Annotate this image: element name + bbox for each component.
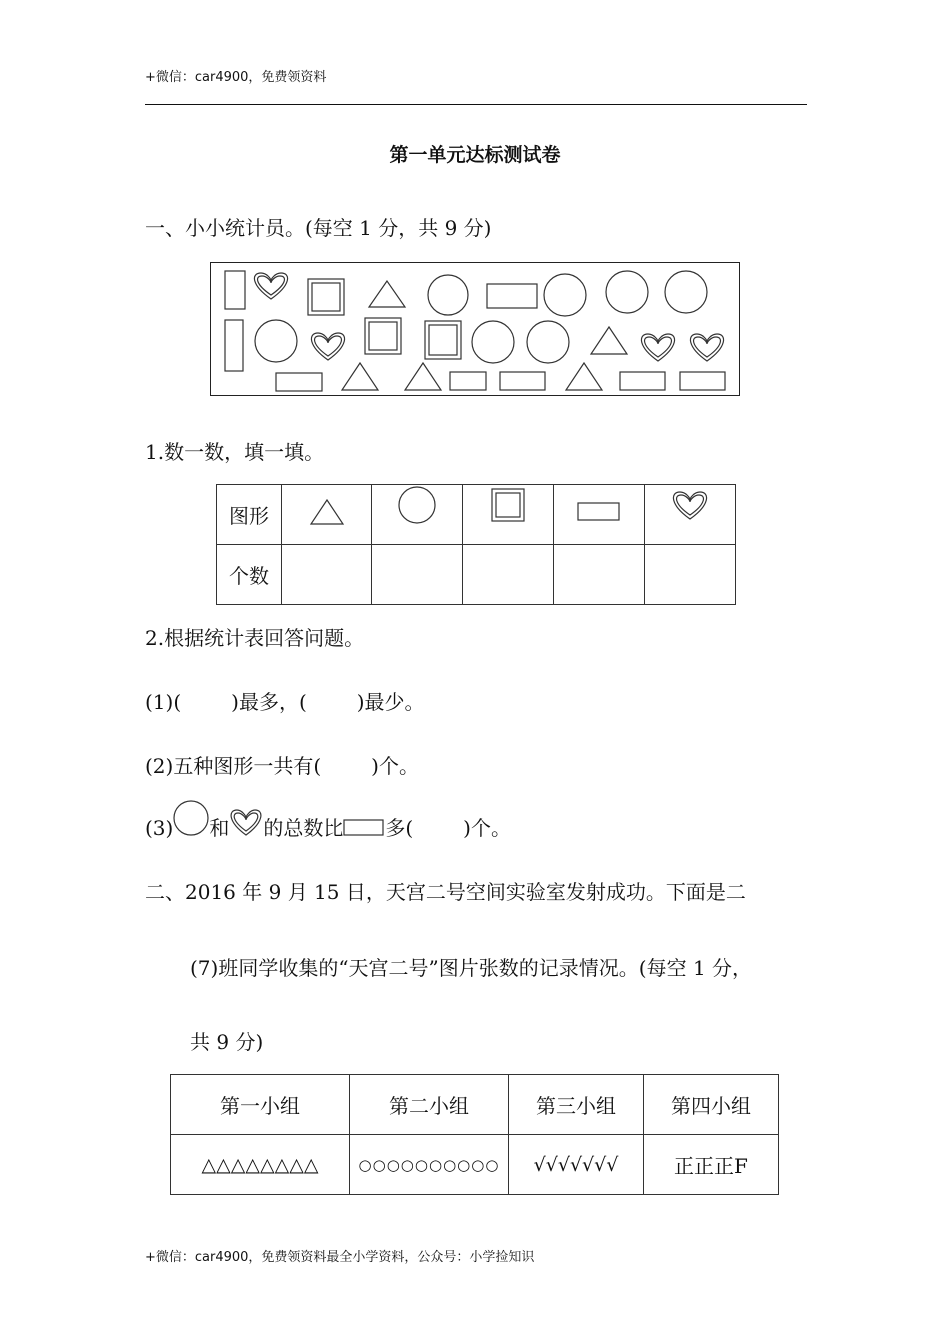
double-square-shape — [308, 279, 344, 315]
square-header — [463, 485, 554, 545]
page-title: 第一单元达标测试卷 — [389, 144, 561, 166]
circle-shape — [606, 271, 648, 313]
heart-shape — [254, 273, 287, 299]
count-circle-cell[interactable] — [372, 545, 463, 605]
q2-2-part-b: )个。 — [371, 754, 419, 778]
group2-record: ○○○○○○○○○○ — [350, 1135, 509, 1195]
heart-icon — [670, 488, 710, 522]
rect-shape — [500, 372, 545, 390]
q2-1-part-b: )最多，( — [231, 690, 307, 714]
heart-shape — [311, 333, 344, 360]
shapes-picture — [210, 262, 740, 396]
q2-1-part-c: )最少。 — [356, 690, 425, 714]
q2-2-part-a: (2)五种图形一共有( — [145, 754, 322, 778]
rect-shape — [276, 373, 322, 391]
triangle-shape — [369, 281, 405, 307]
circle-shape — [544, 274, 586, 316]
q2-1-part-a: (1)( — [145, 690, 182, 714]
table-label-shape: 图形 — [217, 485, 282, 545]
section2-line2: (7)班同学收集的“天宫二号”图片张数的记录情况。(每空 1 分， — [190, 956, 753, 980]
header-note: +微信：car4900，免费领资料 — [145, 70, 327, 85]
double-square-icon — [491, 488, 525, 522]
heart-shape — [690, 334, 723, 361]
record-table — [170, 1074, 779, 1195]
heart-shape — [641, 334, 674, 361]
rect-shape — [620, 372, 665, 390]
circle-shape — [472, 321, 514, 363]
group2-header: 第二小组 — [350, 1075, 509, 1135]
triangle-header — [282, 485, 372, 545]
rect-shape — [450, 372, 486, 390]
triangle-shape — [405, 363, 441, 390]
q2-3-part-c: 的总数比 — [263, 816, 344, 840]
header-rule — [145, 104, 807, 105]
count-square-cell[interactable] — [463, 545, 554, 605]
rect-header — [554, 485, 645, 545]
table-label-count: 个数 — [217, 545, 282, 605]
group4-header: 第四小组 — [644, 1075, 779, 1135]
group1-record: △△△△△△△△ — [171, 1135, 350, 1195]
group3-record: √√√√√√√ — [509, 1135, 644, 1195]
triangle-icon — [309, 498, 345, 526]
circle-inline-icon — [173, 818, 209, 842]
tall-rect-shape — [225, 271, 245, 309]
q2-3-part-e: )个。 — [463, 816, 511, 840]
tall-rect-shape — [225, 320, 243, 371]
q2-3-part-b: 和 — [209, 816, 230, 840]
group3-header: 第三小组 — [509, 1075, 644, 1135]
double-square-shape — [365, 318, 401, 354]
question-2-1 — [145, 686, 425, 715]
rect-shape — [680, 372, 725, 390]
shapes-figure — [211, 263, 739, 395]
count-heart-cell[interactable] — [645, 545, 736, 605]
rect-icon — [577, 502, 621, 522]
count-triangle-cell[interactable] — [282, 545, 372, 605]
q2-3-part-a: (3) — [145, 816, 174, 840]
triangle-shape — [342, 363, 378, 390]
section2-line1: 二、2016 年 9 月 15 日，天宫二号空间实验室发射成功。下面是二 — [145, 880, 746, 904]
question-1: 1.数一数，填一填。 — [145, 440, 325, 464]
group4-record: 正正正F — [644, 1135, 779, 1195]
circle-header — [372, 485, 463, 545]
footer-note: +微信：car4900，免费领资料最全小学资料，公众号：小学捡知识 — [145, 1250, 535, 1265]
question-2: 2.根据统计表回答问题。 — [145, 626, 365, 650]
question-2-2 — [145, 750, 419, 779]
rect-shape — [487, 284, 537, 308]
circle-shape — [255, 320, 297, 362]
section2-line3: 共 9 分) — [190, 1030, 264, 1054]
heart-header — [645, 485, 736, 545]
count-rect-cell[interactable] — [554, 545, 645, 605]
group1-header: 第一小组 — [171, 1075, 350, 1135]
circle-shape — [665, 271, 707, 313]
heart-inline-icon — [229, 818, 263, 842]
double-square-shape — [425, 321, 461, 359]
section1-heading: 一、小小统计员。(每空 1 分，共 9 分) — [145, 216, 492, 240]
shape-count-table — [216, 484, 736, 605]
circle-icon — [397, 485, 437, 525]
circle-shape — [527, 321, 569, 363]
circle-shape — [428, 275, 468, 315]
q2-3-part-d: 多( — [385, 816, 414, 840]
triangle-shape — [566, 363, 602, 390]
triangle-shape — [591, 327, 627, 354]
question-2-3 — [145, 812, 511, 842]
rect-inline-icon — [343, 818, 385, 842]
